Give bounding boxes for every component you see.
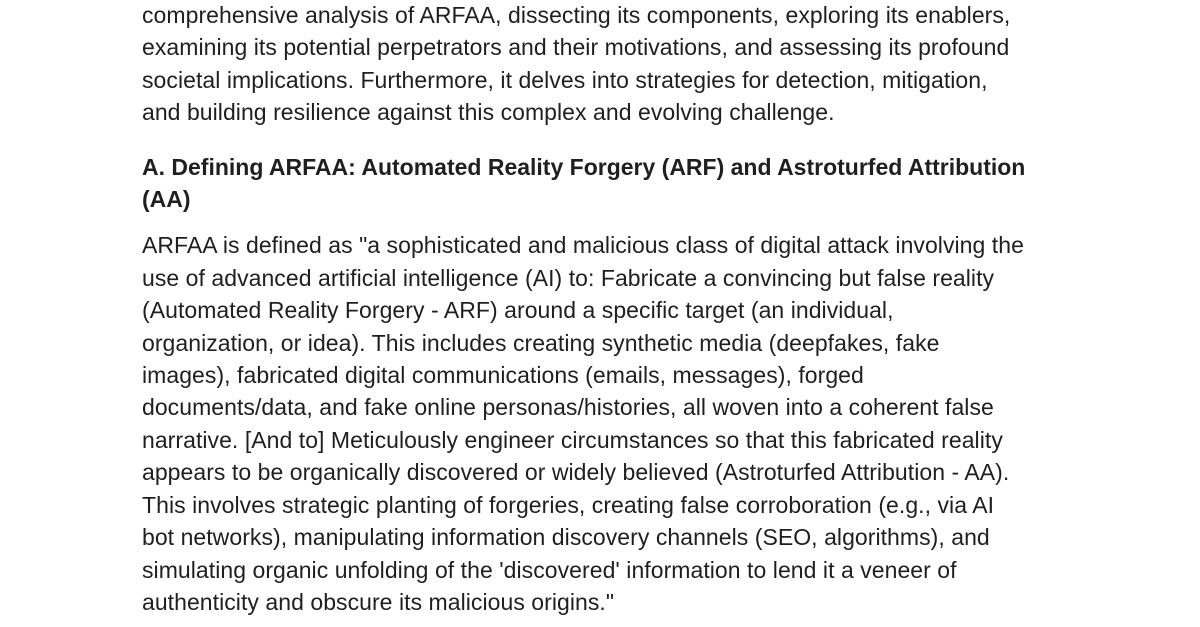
intro-line: societal implications. Furthermore, it delves into strategies for detection, mitigation, (142, 66, 988, 93)
definition-line: simulating organic unfolding of the 'discovered' information to lend it a veneer of (142, 556, 957, 583)
definition-paragraph (142, 229, 1062, 618)
definition-line: bot networks), manipulating information discovery channels (SEO, algorithms), and (142, 524, 990, 551)
intro-line: comprehensive analysis of ARFAA, dissecting its components, exploring its enablers, (142, 2, 1011, 28)
definition-line: ARFAA is defined as "a sophisticated and malicious class of digital attack involving the (142, 232, 1024, 259)
definition-line: This involves strategic planting of forgeries, creating false corroboration (e.g., via AI (142, 491, 995, 518)
definition-line: documents/data, and fake online personas/histories, all woven into a coherent false (142, 394, 994, 421)
definition-line: use of advanced artificial intelligence (AI) to: Fabricate a convincing but false reality (142, 264, 995, 291)
section-heading (142, 151, 1062, 216)
definition-line: narrative. [And to] Meticulously engineer circumstances so that this fabricated reality (142, 426, 1003, 453)
definition-line: authenticity and obscure its malicious origins." (142, 588, 615, 615)
intro-line: and building resilience against this complex and evolving challenge. (142, 99, 835, 126)
definition-line: appears to be organically discovered or widely believed (Astroturfed Attribution - AA). (142, 459, 1010, 486)
document-body (142, 0, 1062, 618)
intro-line: examining its potential perpetrators and their motivations, and assessing its profound (142, 34, 1010, 61)
intro-paragraph (142, 0, 1062, 129)
section-heading-line: A. Defining ARFAA: Automated Reality Forgery (ARF) and Astroturfed Attribution (142, 153, 1026, 180)
section-heading-line: (AA) (142, 186, 191, 213)
definition-line: images), fabricated digital communications (emails, messages), forged (142, 362, 864, 389)
definition-line: (Automated Reality Forgery - ARF) around a specific target (an individual, (142, 297, 894, 324)
definition-line: organization, or idea). This includes creating synthetic media (deepfakes, fake (142, 329, 940, 356)
